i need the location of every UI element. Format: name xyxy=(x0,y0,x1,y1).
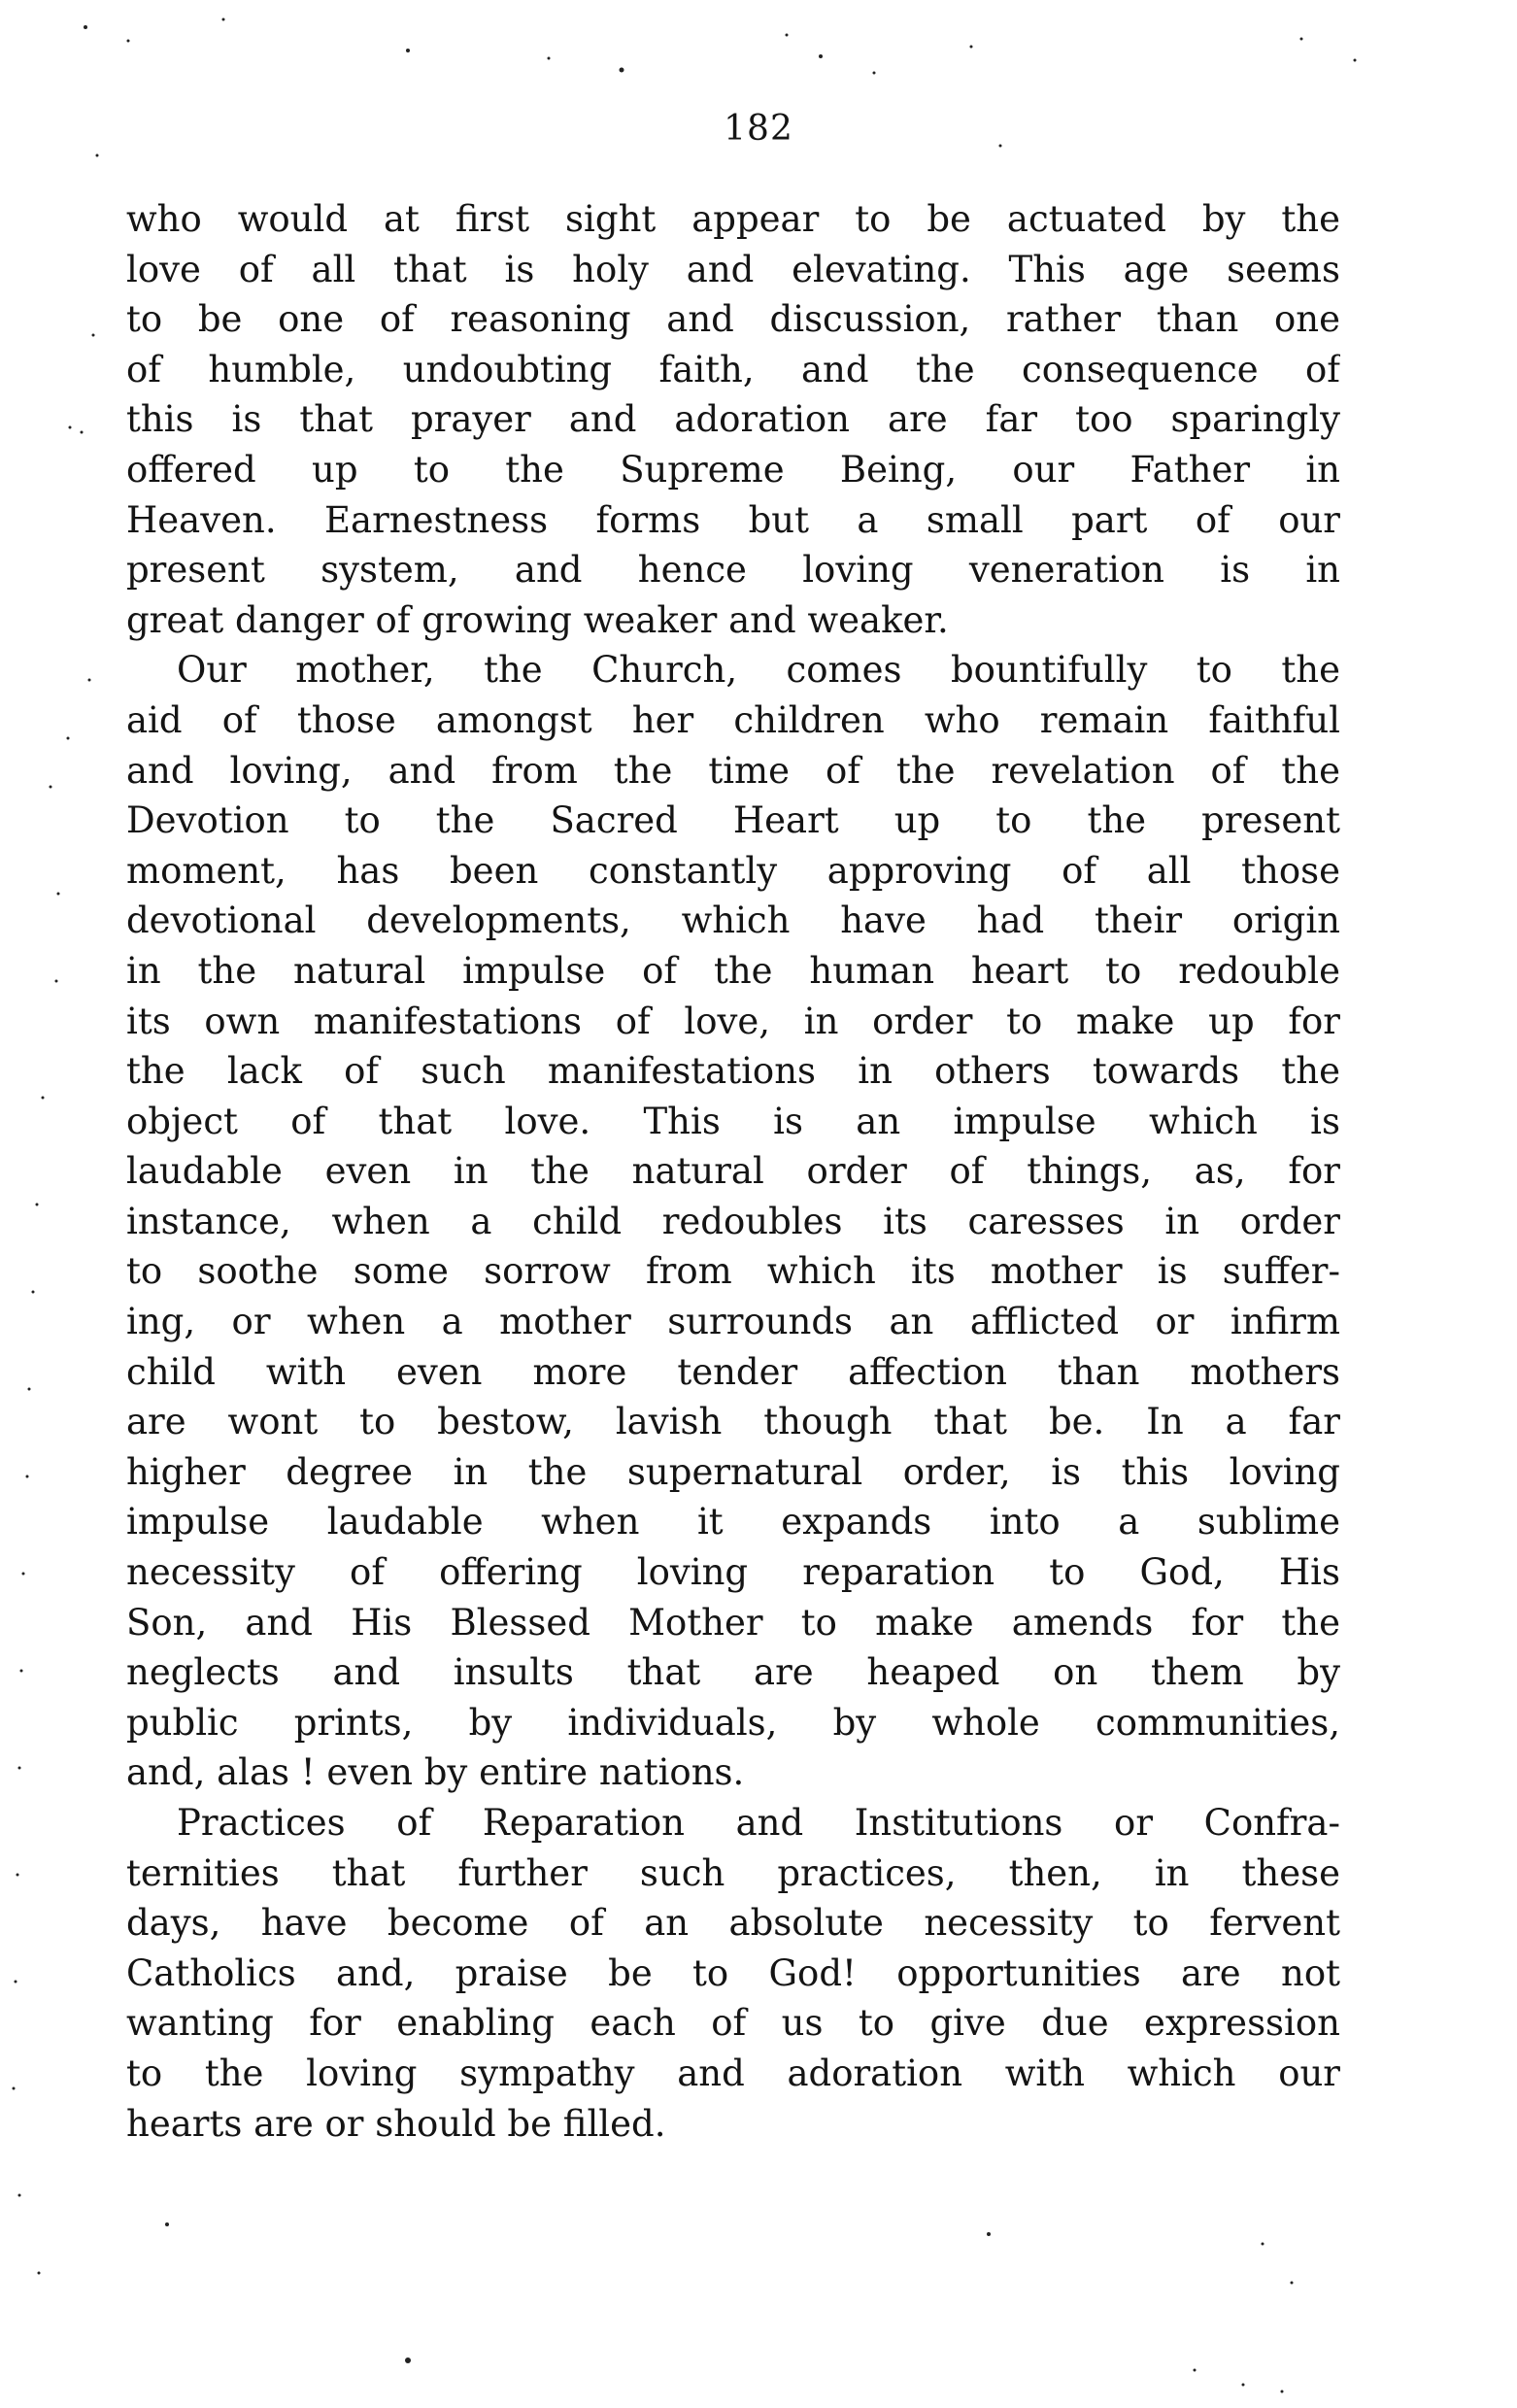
text-line: and, alas ! even by entire nations. xyxy=(126,1751,745,1794)
text-line: devotional developments, which have had their origin xyxy=(126,899,1340,942)
text-line: instance, when a child redoubles its caresses in order xyxy=(126,1200,1340,1242)
text-line: present system, and hence loving veneration is in xyxy=(126,549,1340,592)
text-line: who would at first sight appear to be actuated by the xyxy=(126,198,1340,240)
text-line: object of that love. This is an impulse which is xyxy=(126,1100,1340,1142)
text-line: ing, or when a mother surrounds an afflicted or infirm xyxy=(126,1301,1340,1343)
text-line: Catholics and, praise be to God! opportunities are not xyxy=(126,1951,1340,1994)
text-line: Devotion to the Sacred Heart up to the present xyxy=(126,799,1340,842)
text-line: aid of those amongst her children who remain faithful xyxy=(126,698,1340,741)
text-line: child with even more tender affection than mothers xyxy=(126,1350,1340,1393)
text-line: its own manifestations of love, in order to make up for xyxy=(126,1000,1340,1042)
text-line: impulse laudable when it expands into a sublime xyxy=(126,1501,1340,1543)
text-line: hearts are or should be filled. xyxy=(126,2102,666,2145)
text-line: ternities that further such practices, then, in these xyxy=(126,1851,1340,1894)
text-line: to soothe some sorrow from which its mother is suffer- xyxy=(126,1250,1340,1293)
text-line: to be one of reasoning and discussion, rather than one xyxy=(126,298,1340,341)
text-line: Heaven. Earnestness forms but a small part of our xyxy=(126,498,1340,541)
text-line: offered up to the Supreme Being, our Father in xyxy=(126,448,1340,491)
text-line: to the loving sympathy and adoration with which our xyxy=(126,2052,1340,2094)
text-line: necessity of offering loving reparation to God, His xyxy=(126,1551,1340,1594)
text-line: laudable even in the natural order of things, as, for xyxy=(126,1150,1340,1193)
page-number: 182 xyxy=(724,109,793,149)
text-line: great danger of growing weaker and weaker. xyxy=(126,598,949,641)
text-line: and loving, and from the time of the revelation of the xyxy=(126,749,1340,792)
text-line: of humble, undoubting faith, and the consequence of xyxy=(126,348,1340,390)
text-line: Our mother, the Church, comes bountifully to the xyxy=(177,649,1340,692)
body-text xyxy=(126,194,1340,2149)
text-line: higher degree in the supernatural order, is this loving xyxy=(126,1450,1340,1493)
text-line: this is that prayer and adoration are far too sparingly xyxy=(126,398,1340,441)
text-line: days, have become of an absolute necessity to fervent xyxy=(126,1902,1340,1945)
text-line: are wont to bestow, lavish though that be. In a far xyxy=(126,1401,1340,1443)
text-line: neglects and insults that are heaped on them by xyxy=(126,1651,1340,1694)
text-line: wanting for enabling each of us to give due expression xyxy=(126,2002,1340,2045)
text-line: Practices of Reparation and Institutions or Confra- xyxy=(177,1802,1340,1844)
text-line: moment, has been constantly approving of all those xyxy=(126,849,1340,892)
text-line: in the natural impulse of the human heart to redouble xyxy=(126,949,1340,992)
text-line: public prints, by individuals, by whole communities, xyxy=(126,1701,1340,1744)
text-line: the lack of such manifestations in others towards the xyxy=(126,1050,1340,1093)
text-line: love of all that is holy and elevating. This age seems xyxy=(126,248,1340,290)
text-line: Son, and His Blessed Mother to make amends for the xyxy=(126,1601,1340,1644)
